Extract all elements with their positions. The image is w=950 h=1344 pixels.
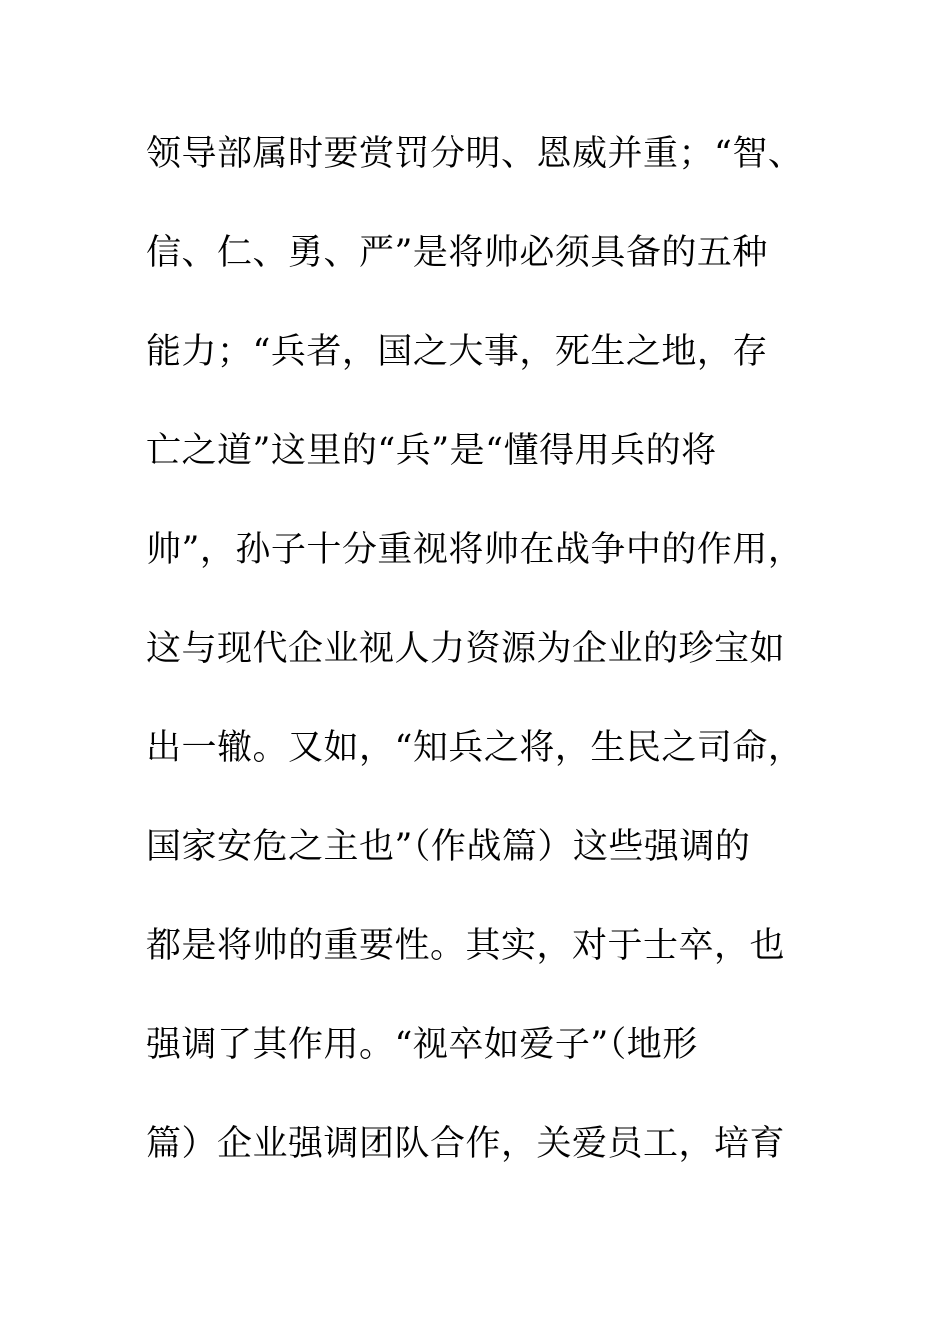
text-line: 帅”，孙子十分重视将帅在战争中的作用， [146, 530, 804, 570]
text-line: 这与现代企业视人力资源为企业的珍宝如 [146, 629, 786, 669]
text-line: 都是将帅的重要性。其实，对于士卒，也 [146, 926, 786, 966]
text-line: 篇）企业强调团队合作，关爱员工，培育 [146, 1124, 786, 1164]
text-line: 信、仁、勇、严”是将帅必须具备的五种 [146, 233, 768, 273]
text-line: 国家安危之主也”（作战篇）这些强调的 [146, 827, 751, 867]
text-line: 强调了其作用。“视卒如爱子”（地形 [146, 1025, 698, 1065]
text-line: 出一辙。又如，“知兵之将，生民之司命， [146, 728, 804, 768]
text-line: 领导部属时要赏罚分明、恩威并重；“智、 [146, 134, 804, 174]
text-line: 能力；“兵者，国之大事，死生之地，存 [146, 332, 768, 372]
body-text [146, 124, 936, 1213]
text-line: 亡之道”这里的“兵”是“懂得用兵的将 [146, 431, 717, 471]
